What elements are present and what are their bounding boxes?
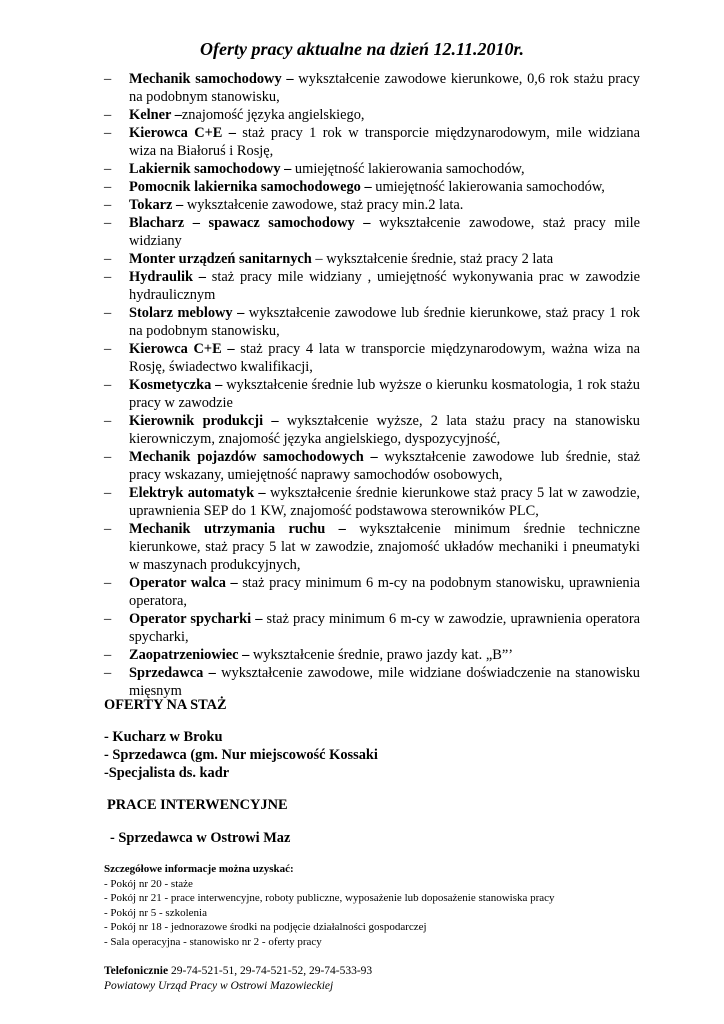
job-name: Zaopatrzeniowiec – — [129, 647, 250, 663]
list-dash: – — [104, 197, 112, 213]
job-offer-text — [129, 340, 640, 376]
job-offer — [104, 268, 640, 304]
list-dash: – — [104, 341, 112, 357]
job-name: Mechanik pojazdów samochodowych – — [129, 449, 378, 465]
job-description: staż pracy minimum 6 m-cy w zawodzie, uprawnienia operatora spycharki, — [129, 611, 640, 645]
intervention-item: - Sprzedawca w Ostrowi Maz — [110, 830, 291, 846]
job-offer — [104, 646, 640, 664]
phone-line — [104, 964, 664, 979]
job-offer — [104, 448, 640, 484]
job-offer-text — [129, 646, 640, 664]
job-offer-text — [129, 412, 640, 448]
job-description: staż pracy minimum 6 m-cy na podobnym stanowisku, uprawnienia operatora, — [129, 575, 640, 609]
job-offer-text — [129, 268, 640, 304]
job-offer-text — [129, 214, 640, 250]
job-offer — [104, 340, 640, 376]
internships-heading: OFERTY NA STAŻ — [104, 697, 227, 713]
info-item: - Pokój nr 5 - szkolenia — [104, 906, 207, 919]
list-dash: – — [104, 305, 112, 321]
job-name: Lakiernik samochodowy – — [129, 161, 292, 177]
job-offer — [104, 376, 640, 412]
job-offer — [104, 304, 640, 340]
list-dash: – — [104, 125, 112, 141]
list-dash: – — [104, 377, 112, 393]
job-offer-text — [129, 106, 640, 124]
list-dash: – — [104, 215, 112, 231]
job-name: Hydraulik – — [129, 269, 206, 285]
job-description: wykształcenie zawodowe, mile widziane doświadczenie na stanowisku mięsnym — [129, 665, 641, 699]
job-description: umiejętność lakierowania samochodów, — [291, 161, 525, 177]
job-description: staż pracy mile widziany , umiejętność wykonywania prac w zawodzie hydraulicznym — [129, 269, 640, 303]
job-offer — [104, 610, 640, 646]
job-name: Blacharz – spawacz samochodowy – — [129, 215, 371, 231]
internship-item: - Kucharz w Broku — [104, 729, 223, 745]
intervention-heading: PRACE INTERWENCYJNE — [107, 797, 288, 813]
job-offer — [104, 664, 640, 700]
job-description: wykształcenie wyższe, 2 lata stażu pracy na stanowisku kierowniczym, znajomość języka angielskiego, dyspozycyjność, — [129, 413, 640, 447]
job-description: wykształcenie zawodowe lub średnie, staż pracy wskazany, umiejętność naprawy samochodów osobowych, — [129, 449, 640, 483]
internships-list — [104, 728, 378, 782]
job-offer-text — [129, 520, 640, 574]
job-offer-text — [129, 124, 640, 160]
job-description: wykształcenie zawodowe, staż pracy mile widziany — [129, 215, 640, 249]
list-dash: – — [104, 161, 112, 177]
job-offer — [104, 484, 640, 520]
list-dash: – — [104, 647, 112, 663]
job-offer-text — [129, 376, 640, 412]
list-dash: – — [104, 665, 112, 681]
internship-item: -Specjalista ds. kadr — [104, 765, 230, 781]
job-offer — [104, 106, 640, 124]
job-offer — [104, 178, 640, 196]
job-offer — [104, 412, 640, 448]
job-offer-text — [129, 70, 640, 106]
job-offer-text — [129, 160, 640, 178]
job-name: Kelner – — [129, 107, 182, 123]
job-offer-text — [129, 178, 640, 196]
job-description: – wykształcenie średnie, staż pracy 2 lata — [311, 251, 554, 267]
list-dash: – — [104, 485, 112, 501]
job-name: Kierownik produkcji – — [129, 413, 279, 429]
job-offer-text — [129, 196, 640, 214]
info-section — [104, 862, 664, 949]
job-offer — [104, 124, 640, 160]
job-name: Kierowca C+E – — [129, 341, 235, 357]
job-description: wykształcenie średnie kierunkowe staż pracy 5 lat w zawodzie, uprawnienia SEP do 1 KW, znajomość podstawowa sterowników PLC, — [129, 485, 640, 519]
job-name: Sprzedawca – — [129, 665, 216, 681]
job-offer-text — [129, 448, 640, 484]
list-dash: – — [104, 611, 112, 627]
job-offer — [104, 520, 640, 574]
job-offer-text — [129, 484, 640, 520]
job-name: Pomocnik lakiernika samochodowego – — [129, 179, 372, 195]
job-name: Kierowca C+E – — [129, 125, 236, 141]
job-description: wykształcenie zawodowe, staż pracy min.2 lata. — [183, 197, 464, 213]
job-offers-list — [104, 70, 640, 700]
job-description: wykształcenie zawodowe lub średnie kierunkowe, staż pracy 1 rok na podobnym stanowisku, — [129, 305, 640, 339]
job-name: Monter urządzeń sanitarnych — [129, 251, 312, 267]
job-description: wykształcenie średnie, prawo jazdy kat. „B”’ — [249, 647, 514, 663]
list-dash: – — [104, 521, 112, 537]
list-dash: – — [104, 449, 112, 465]
job-offer-text — [129, 304, 640, 340]
info-item: - Pokój nr 20 - staże — [104, 877, 193, 890]
info-item: - Sala operacyjna - stanowisko nr 2 - oferty pracy — [104, 935, 322, 948]
job-name: Stolarz meblowy – — [129, 305, 245, 321]
job-name: Operator walca – — [129, 575, 238, 591]
list-dash: – — [104, 71, 112, 87]
job-description: staż pracy 4 lata w transporcie międzynarodowym, ważna wiza na Rosję, świadectwo kwalifikacji, — [129, 341, 640, 375]
job-offer — [104, 70, 640, 106]
job-offer — [104, 574, 640, 610]
job-name: Elektryk automatyk – — [129, 485, 266, 501]
job-name: Mechanik utrzymania ruchu – — [129, 521, 346, 537]
job-name: Operator spycharki – — [129, 611, 263, 627]
job-offer — [104, 160, 640, 178]
list-dash: – — [104, 413, 112, 429]
info-item: - Pokój nr 21 - prace interwencyjne, roboty publiczne, wyposażenie lub doposażenie stanowiska pracy — [104, 892, 555, 904]
job-description: wykształcenie zawodowe kierunkowe, 0,6 rok stażu pracy na podobnym stanowisku, — [129, 71, 640, 105]
job-offer — [104, 250, 640, 268]
job-name: Tokarz – — [129, 197, 184, 213]
job-offer-text — [129, 610, 640, 646]
footer — [104, 964, 664, 994]
job-offer-text — [129, 574, 640, 610]
job-description: wykształcenie średnie lub wyższe o kierunku kosmatologia, 1 rok stażu pracy w zawodzie — [129, 377, 640, 411]
page-title: Oferty pracy aktualne na dzień 12.11.2010r. — [199, 39, 524, 59]
job-name: Kosmetyczka – — [129, 377, 223, 393]
phone-numbers: 29-74-521-51, 29-74-521-52, 29-74-533-93 — [168, 965, 373, 977]
job-offer-text — [129, 664, 640, 700]
job-description: umiejętność lakierowania samochodów, — [371, 179, 605, 195]
list-dash: – — [104, 575, 112, 591]
phone-label: Telefonicznie — [104, 965, 169, 977]
internship-item: - Sprzedawca (gm. Nur miejscowość Kossaki — [104, 747, 378, 763]
list-dash: – — [104, 251, 112, 267]
job-description: znajomość języka angielskiego, — [181, 107, 365, 123]
office-name: Powiatowy Urząd Pracy w Ostrowi Mazowieckiej — [104, 980, 334, 992]
info-heading: Szczegółowe informacje można uzyskać: — [104, 863, 294, 875]
job-offer — [104, 196, 640, 214]
job-description: staż pracy 1 rok w transporcie międzynarodowym, mile widziana wiza na Białoruś i Rosję, — [129, 125, 640, 159]
job-name: Mechanik samochodowy – — [129, 71, 294, 87]
job-offer-text — [129, 250, 640, 268]
job-description: wykształcenie minimum średnie techniczne kierunkowe, staż pracy 5 lat w zawodzie, znajomość układów mechaniki i pneumatyki w maszynach produkcyjnych, — [129, 521, 640, 573]
info-item: - Pokój nr 18 - jednorazowe środki na podjęcie działalności gospodarczej — [104, 921, 427, 933]
list-dash: – — [104, 179, 112, 195]
list-dash: – — [104, 107, 112, 123]
list-dash: – — [104, 269, 112, 285]
job-offer — [104, 214, 640, 250]
intervention-list — [110, 829, 290, 847]
